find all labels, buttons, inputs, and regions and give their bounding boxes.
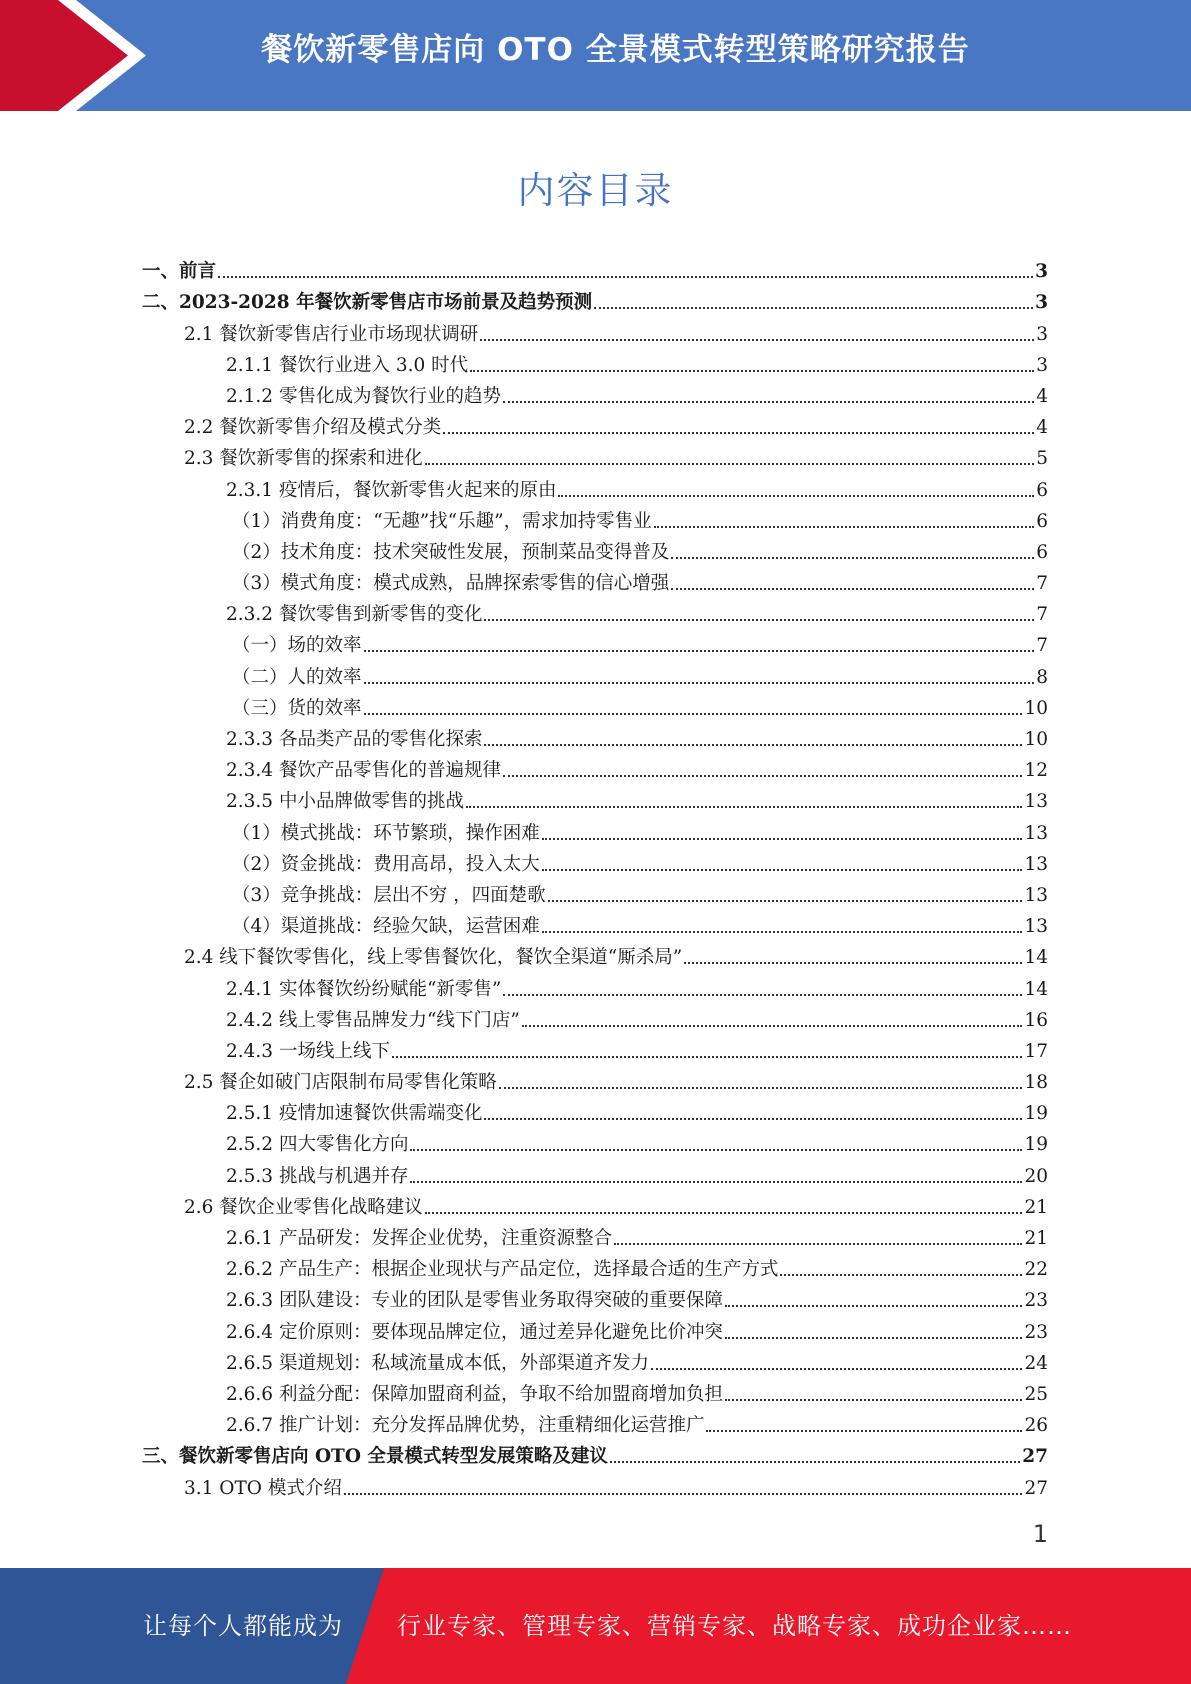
- toc-entry-label: 2.3.2 餐饮零售到新零售的变化: [226, 604, 483, 626]
- toc-entry-page: 7: [1036, 635, 1048, 657]
- toc-entry-page: 13: [1024, 884, 1048, 906]
- toc-dot-leader: [542, 869, 1023, 871]
- toc-dot-leader: [684, 962, 1022, 964]
- toc-dot-leader: [503, 775, 1022, 777]
- toc-entry[interactable]: [142, 1219, 1048, 1250]
- toc-entry-label: 2.6.3 团队建设：专业的团队是零售业务取得突破的重要保障: [226, 1290, 723, 1312]
- toc-entry-page: 19: [1024, 1103, 1048, 1125]
- toc-entry[interactable]: [142, 1001, 1048, 1032]
- report-header-band: [0, 0, 1191, 111]
- toc-entry-label: 2.6.5 渠道规划：私域流量成本低，外部渠道齐发力: [226, 1352, 649, 1374]
- toc-entry[interactable]: [142, 876, 1048, 907]
- toc-entry[interactable]: [142, 252, 1048, 283]
- toc-dot-leader: [364, 713, 1023, 715]
- toc-dot-leader: [484, 744, 1022, 746]
- toc-dot-leader: [480, 339, 1034, 341]
- toc-dot-leader: [503, 401, 1034, 403]
- toc-entry[interactable]: [142, 377, 1048, 408]
- toc-dot-leader: [725, 1337, 1022, 1339]
- toc-dot-leader: [594, 307, 1033, 309]
- toc-entry[interactable]: [142, 657, 1048, 688]
- toc-entry-label: 2.5.3 挑战与机遇并存: [226, 1165, 409, 1187]
- toc-entry-label: （3）模式角度：模式成熟，品牌探索零售的信心增强: [232, 573, 670, 595]
- toc-entry[interactable]: [142, 470, 1048, 501]
- toc-entry-page: 14: [1024, 978, 1048, 1000]
- toc-entry-page: 25: [1024, 1383, 1048, 1405]
- toc-entry[interactable]: [142, 1094, 1048, 1125]
- toc-entry-page: 3: [1035, 261, 1048, 283]
- toc-entry[interactable]: [142, 346, 1048, 377]
- toc-entry-page: 23: [1024, 1290, 1048, 1312]
- toc-entry[interactable]: [142, 533, 1048, 564]
- toc-entry-label: （1）消费角度：“无趣”找“乐趣”，需求加持零售业: [232, 510, 652, 532]
- toc-heading: 内容目录: [517, 169, 674, 212]
- toc-entry-page: 14: [1024, 947, 1048, 969]
- toc-entry[interactable]: [142, 1375, 1048, 1406]
- toc-entry[interactable]: [142, 1032, 1048, 1063]
- toc-entry[interactable]: [142, 938, 1048, 969]
- toc-entry-label: 2.1.1 餐饮行业进入 3.0 时代: [226, 354, 469, 376]
- toc-entry-page: 4: [1036, 385, 1048, 407]
- toc-entry[interactable]: [142, 1406, 1048, 1437]
- toc-entry-label: （三）货的效率: [232, 697, 362, 719]
- toc-entry-label: （3）竞争挑战：层出不穷 ，四面楚歌: [232, 884, 546, 906]
- toc-entry-label: （二）人的效率: [232, 666, 362, 688]
- toc-entry-page: 6: [1036, 479, 1048, 501]
- toc-entry-page: 18: [1024, 1072, 1048, 1094]
- toc-entry[interactable]: [142, 720, 1048, 751]
- toc-entry[interactable]: [142, 408, 1048, 439]
- toc-dot-leader: [614, 1243, 1022, 1245]
- toc-entry-label: 2.2 餐饮新零售介绍及模式分类: [184, 417, 442, 439]
- toc-entry-page: 3: [1035, 292, 1048, 314]
- toc-dot-leader: [443, 432, 1034, 434]
- toc-dot-leader: [671, 588, 1034, 590]
- toc-entry-label: （2）技术角度：技术突破性发展，预制菜品变得普及: [232, 541, 670, 563]
- toc-entry[interactable]: [142, 283, 1048, 314]
- toc-entry-label: 2.5.1 疫情加速餐饮供需端变化: [226, 1103, 483, 1125]
- toc-entry-page: 13: [1024, 916, 1048, 938]
- toc-dot-leader: [466, 806, 1022, 808]
- toc-entry-page: 7: [1036, 573, 1048, 595]
- toc-dot-leader: [218, 276, 1033, 278]
- toc-entry[interactable]: [142, 1344, 1048, 1375]
- toc-entry-label: 2.1 餐饮新零售店行业市场现状调研: [184, 323, 479, 345]
- toc-entry-label: 2.3 餐饮新零售的探索和进化: [184, 448, 423, 470]
- toc-entry[interactable]: [142, 969, 1048, 1000]
- toc-entry[interactable]: [142, 1312, 1048, 1343]
- toc-entry-page: 13: [1024, 791, 1048, 813]
- toc-entry-page: 27: [1024, 1477, 1048, 1499]
- toc-dot-leader: [610, 1461, 1020, 1463]
- toc-entry-page: 10: [1024, 729, 1048, 750]
- toc-dot-leader: [542, 838, 1023, 840]
- toc-entry-page: 26: [1024, 1415, 1048, 1437]
- toc-dot-leader: [725, 1305, 1022, 1307]
- toc-entry[interactable]: [142, 314, 1048, 345]
- toc-entry[interactable]: [142, 595, 1048, 626]
- toc-entry[interactable]: [142, 1125, 1048, 1156]
- toc-entry-label: （2）资金挑战：费用高昂，投入太大: [232, 853, 540, 875]
- toc-entry-page: 6: [1036, 541, 1048, 563]
- toc-dot-leader: [425, 1212, 1023, 1214]
- toc-entry-page: 16: [1024, 1009, 1048, 1031]
- toc-entry-page: 13: [1024, 853, 1048, 875]
- toc-entry[interactable]: [142, 564, 1048, 595]
- toc-entry-page: 24: [1024, 1352, 1048, 1374]
- footer-slogan-right: 行业专家、管理专家、营销专家、战略专家、成功企业家……: [397, 1612, 1072, 1640]
- toc-entry-page: 19: [1024, 1134, 1048, 1156]
- page-number: 1: [1032, 1520, 1048, 1548]
- toc-entry[interactable]: [142, 1063, 1048, 1094]
- toc-entry-label: 二、2023-2028 年餐饮新零售店市场前景及趋势预测: [142, 292, 593, 314]
- toc-dot-leader: [654, 526, 1035, 528]
- toc-dot-leader: [470, 370, 1034, 372]
- toc-entry-page: 3: [1036, 323, 1048, 345]
- toc-entry-label: 2.4.3 一场线上线下: [226, 1040, 390, 1062]
- toc-entry-page: 8: [1036, 666, 1048, 688]
- toc-entry[interactable]: [142, 751, 1048, 782]
- toc-entry-label: 2.4.2 线上零售品牌发力“线下门店”: [226, 1009, 520, 1031]
- toc-dot-leader: [364, 650, 1035, 652]
- toc-dot-leader: [651, 1368, 1022, 1370]
- toc-entry-label: （一）场的效率: [232, 635, 362, 657]
- toc-entry-page: 5: [1036, 448, 1048, 470]
- toc-dot-leader: [725, 1399, 1022, 1401]
- toc-entry-label: 2.6.7 推广计划：充分发挥品牌优势，注重精细化运营推广: [226, 1415, 705, 1437]
- toc-dot-leader: [410, 1149, 1022, 1151]
- toc-dot-leader: [671, 557, 1034, 559]
- toc-entry-page: 17: [1024, 1040, 1048, 1062]
- toc-entry-label: 2.3.4 餐饮产品零售化的普遍规律: [226, 760, 501, 782]
- toc-dot-leader: [344, 1493, 1023, 1495]
- toc-entry-label: 2.5 餐企如破门店限制布局零售化策略: [184, 1072, 497, 1094]
- toc-dot-leader: [499, 1087, 1023, 1089]
- footer-slogan-left: 让每个人都能成为: [143, 1612, 343, 1640]
- toc-entry-label: 2.3.1 疫情后，餐饮新零售火起来的原由: [226, 479, 557, 501]
- toc-entry-label: 2.3.5 中小品牌做零售的挑战: [226, 791, 464, 813]
- toc-entry[interactable]: [142, 845, 1048, 876]
- toc-entry[interactable]: [142, 1156, 1048, 1187]
- toc-entry-label: 2.5.2 四大零售化方向: [226, 1134, 409, 1156]
- toc-entry-label: （4）渠道挑战：经验欠缺，运营困难: [232, 916, 540, 938]
- toc-entry-label: 2.6.1 产品研发：发挥企业优势，注重资源整合: [226, 1228, 612, 1249]
- toc-entry[interactable]: [142, 1188, 1048, 1219]
- toc-entry[interactable]: [142, 782, 1048, 813]
- toc-entry-label: 3.1 OTO 模式介绍: [184, 1477, 342, 1499]
- toc-entry-label: 2.6.2 产品生产：根据企业现状与产品定位，选择最合适的生产方式: [226, 1259, 779, 1281]
- toc-entry-page: 23: [1024, 1321, 1048, 1343]
- toc-entry-label: 2.6.4 定价原则：要体现品牌定位，通过差异化避免比价冲突: [226, 1321, 723, 1343]
- toc-entry-label: 2.1.2 零售化成为餐饮行业的趋势: [226, 385, 501, 407]
- toc-entry-page: 20: [1024, 1165, 1048, 1187]
- toc-entry-label: 2.4.1 实体餐饮纷纷赋能“新零售”: [226, 978, 502, 1000]
- footer-band: [0, 1568, 1191, 1684]
- toc-entry[interactable]: [142, 813, 1048, 844]
- toc-entry-label: 2.4 线下餐饮零售化，线上零售餐饮化，餐饮全渠道“厮杀局”: [184, 947, 683, 969]
- toc-entry-label: 三、餐饮新零售店向 OTO 全景模式转型发展策略及建议: [142, 1446, 608, 1468]
- toc-dot-leader: [392, 1056, 1022, 1058]
- toc-entry-label: 一、前言: [142, 261, 217, 283]
- toc-entry-page: 21: [1024, 1228, 1048, 1249]
- toc-entry[interactable]: [142, 907, 1048, 938]
- toc-entry-page: 22: [1024, 1259, 1048, 1281]
- toc-dot-leader: [548, 900, 1023, 902]
- toc-dot-leader: [706, 1430, 1022, 1432]
- toc-dot-leader: [410, 1181, 1022, 1183]
- toc-entry-label: 2.6 餐饮企业零售化战略建议: [184, 1196, 423, 1218]
- toc-entry-page: 12: [1024, 760, 1048, 782]
- toc-entry-page: 21: [1024, 1196, 1048, 1218]
- toc-dot-leader: [503, 994, 1022, 996]
- toc-entry[interactable]: [142, 689, 1048, 720]
- toc-dot-leader: [780, 1274, 1022, 1276]
- report-title: 餐饮新零售店向 OTO 全景模式转型策略研究报告: [261, 32, 970, 68]
- toc-entry[interactable]: [142, 1437, 1048, 1468]
- toc-entry[interactable]: [142, 502, 1048, 533]
- toc-dot-leader: [364, 682, 1035, 684]
- toc-dot-leader: [484, 619, 1034, 621]
- toc-entry-page: 3: [1036, 354, 1048, 376]
- toc-dot-leader: [425, 463, 1034, 465]
- toc-entry[interactable]: [142, 439, 1048, 470]
- toc-dot-leader: [558, 495, 1034, 497]
- toc-entry[interactable]: [142, 1281, 1048, 1312]
- toc-dot-leader: [484, 1118, 1022, 1120]
- toc-dot-leader: [522, 1025, 1023, 1027]
- toc-entry-page: 27: [1022, 1446, 1048, 1468]
- toc-entry[interactable]: [142, 1250, 1048, 1281]
- table-of-contents: [142, 252, 1048, 1500]
- toc-entry-page: 13: [1024, 822, 1048, 844]
- toc-dot-leader: [542, 931, 1023, 933]
- toc-entry-label: 2.3.3 各品类产品的零售化探索: [226, 729, 483, 750]
- toc-entry-label: （1）模式挑战：环节繁琐，操作困难: [232, 822, 540, 844]
- toc-entry-page: 6: [1036, 510, 1048, 532]
- toc-entry-page: 10: [1024, 697, 1048, 719]
- toc-entry[interactable]: [142, 626, 1048, 657]
- toc-entry-page: 7: [1036, 604, 1048, 626]
- toc-entry-label: 2.6.6 利益分配：保障加盟商利益，争取不给加盟商增加负担: [226, 1383, 723, 1405]
- toc-entry[interactable]: [142, 1468, 1048, 1499]
- toc-entry-page: 4: [1036, 417, 1048, 439]
